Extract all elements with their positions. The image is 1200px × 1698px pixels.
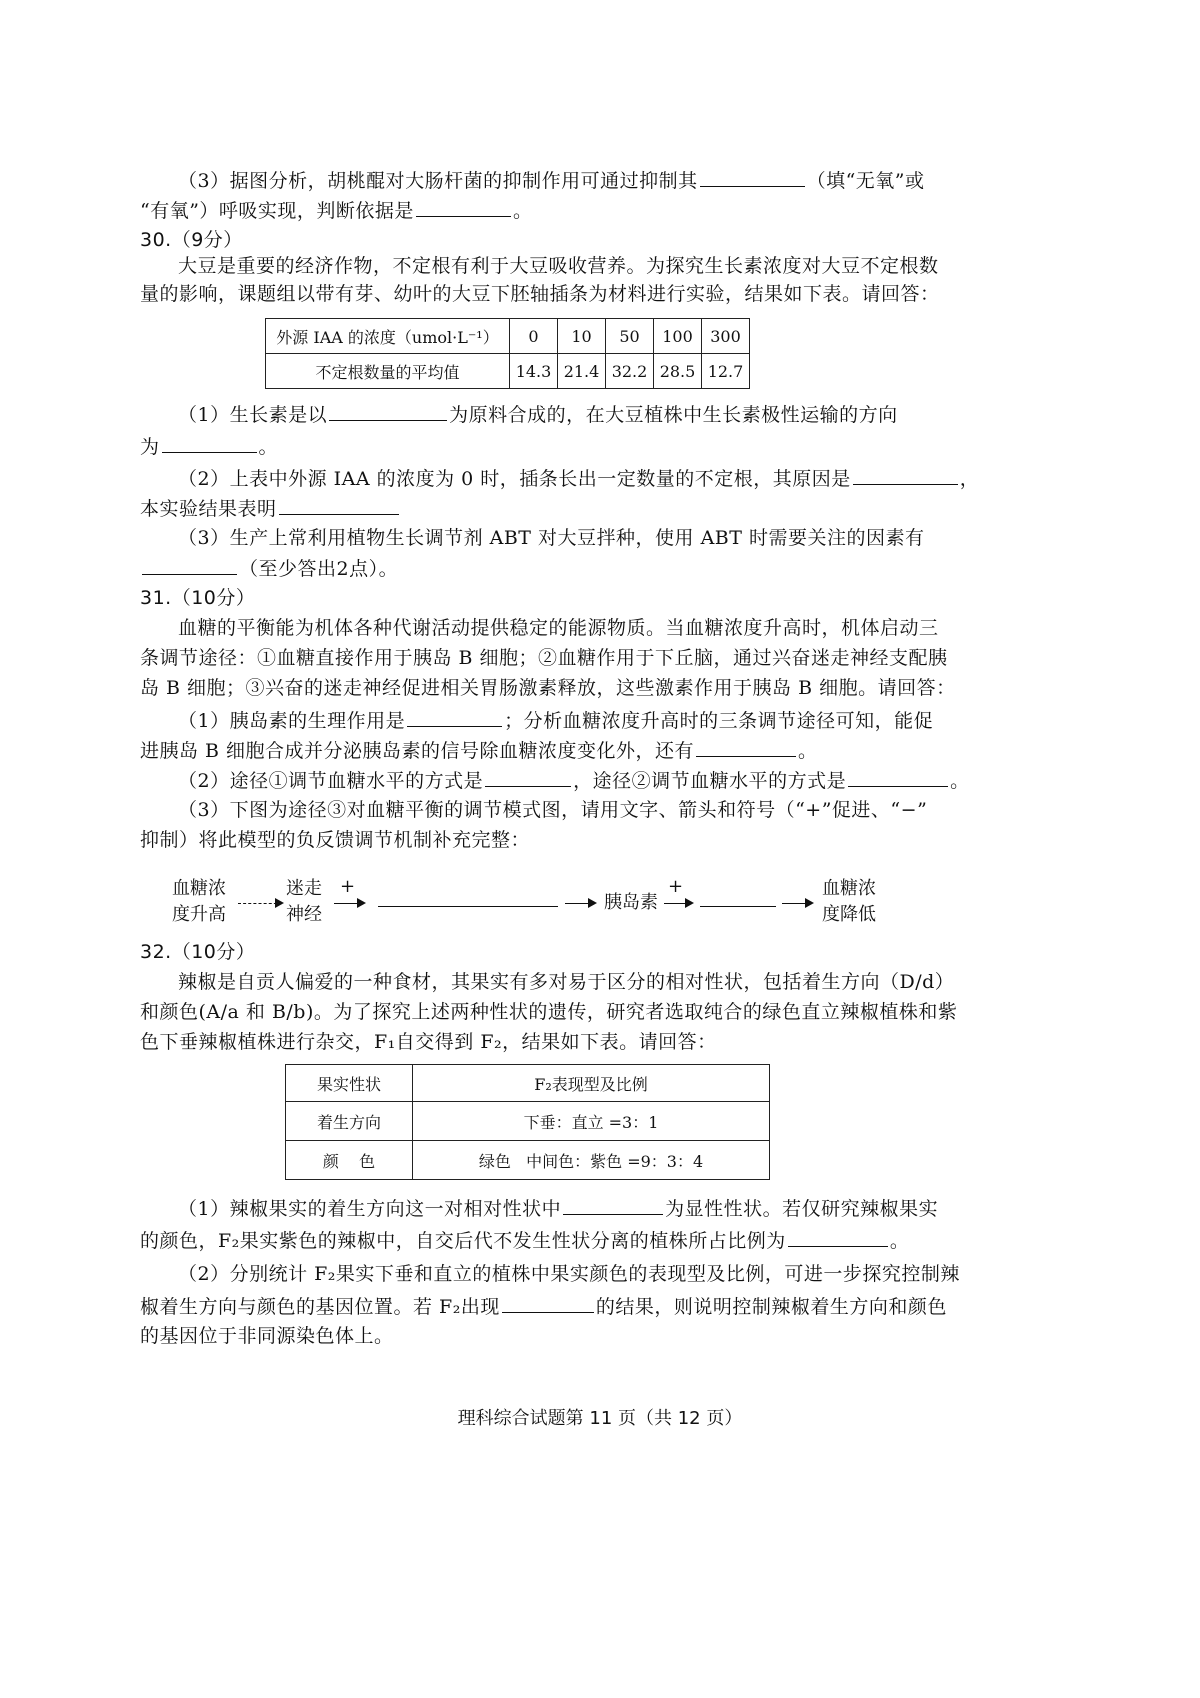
node-blood-glucose-fall: 血糖浓 度降低 <box>822 878 876 925</box>
q32-heading: 32.（10分） <box>140 941 256 963</box>
table-cell: 14.3 <box>510 354 558 389</box>
q32-part2-line2: 椒着生方向与颜色的基因位置。若 F₂出现 的结果，则说明控制辣椒着生方向和颜色 <box>140 1292 947 1321</box>
q31-part1-line2: 进胰岛 B 细胞合成并分泌胰岛素的信号除血糖浓度变化外，还有 。 <box>140 736 818 765</box>
q31-intro-line1: 血糖的平衡能为机体各种代谢活动提供稳定的能源物质。当血糖浓度升高时，机体启动三 <box>178 617 939 639</box>
answer-blank[interactable] <box>853 464 958 485</box>
answer-blank[interactable] <box>700 166 805 187</box>
table-cell: 颜 色 <box>286 1141 413 1180</box>
table-row <box>286 1065 770 1102</box>
answer-blank[interactable] <box>416 196 511 217</box>
q32-intro-line3: 色下垂辣椒植株进行杂交，F₁自交得到 F₂，结果如下表。请回答： <box>140 1031 717 1053</box>
answer-blank[interactable] <box>700 906 776 907</box>
table-cell: 32.2 <box>606 354 654 389</box>
q31-part3-line2: 抑制）将此模型的负反馈调节机制补充完整： <box>140 829 531 851</box>
q31-heading: 31.（10分） <box>140 587 256 609</box>
page-footer: 理科综合试题第 11 页（共 12 页） <box>457 1408 743 1429</box>
answer-blank[interactable] <box>502 1292 594 1313</box>
table-cell: F₂表现型及比例 <box>413 1065 770 1102</box>
table-cell: 不定根数量的平均值 <box>266 354 510 389</box>
q32-intro-line1: 辣椒是自贡人偏爱的一种食材，其果实有多对易于区分的相对性状，包括着生方向（D/d） <box>178 971 955 993</box>
node-blood-glucose-rise: 血糖浓 度升高 <box>172 878 226 925</box>
q30-part2-line1: （2）上表中外源 IAA 的浓度为 0 时，插条长出一定数量的不定根，其原因是 ， <box>178 464 979 493</box>
plus-sign: + <box>668 876 684 897</box>
table-cell: 果实性状 <box>286 1065 413 1102</box>
table-cell: 50 <box>606 319 654 354</box>
table-cell: 0 <box>510 319 558 354</box>
node-vagus-nerve: 迷走 神经 <box>286 878 322 925</box>
table-row <box>286 1141 770 1180</box>
q31-part1-line1: （1）胰岛素的生理作用是 ；分析血糖浓度升高时的三条调节途径可知，能促 <box>178 706 933 735</box>
table-row <box>266 319 750 354</box>
answer-blank[interactable] <box>407 706 502 727</box>
q32-part2-line3: 的基因位于非同源染色体上。 <box>140 1325 394 1347</box>
table-cell: 绿色 中间色：紫色 =9：3：4 <box>413 1141 770 1180</box>
arrow-solid <box>565 903 595 904</box>
q30-part3-line1: （3）生产上常利用植物生长调节剂 ABT 对大豆拌种，使用 ABT 时需要关注的因素有 <box>178 527 925 549</box>
iaa-table <box>265 318 750 389</box>
answer-blank[interactable] <box>563 1194 663 1215</box>
q32-part1-line1: （1）辣椒果实的着生方向这一对相对性状中 为显性性状。若仅研究辣椒果实 <box>178 1194 938 1223</box>
answer-blank[interactable] <box>485 766 571 787</box>
q32-part2-line1: （2）分别统计 F₂果实下垂和直立的植株中果实颜色的表现型及比例，可进一步探究控制辣 <box>178 1263 960 1285</box>
table-cell: 21.4 <box>558 354 606 389</box>
table-row <box>286 1102 770 1141</box>
q30-part3-line2: （至少答出2点）。 <box>140 554 398 583</box>
plus-sign: + <box>340 876 356 897</box>
table-cell: 外源 IAA 的浓度（umol·L⁻¹） <box>266 319 510 354</box>
q29-part3-line1: （3）据图分析，胡桃醌对大肠杆菌的抑制作用可通过抑制其 （填“无氧”或 <box>178 166 925 195</box>
q31-intro-line3: 岛 B 细胞；③兴奋的迷走神经促进相关胃肠激素释放，这些激素作用于胰岛 B 细胞。请回答： <box>140 677 956 699</box>
q31-intro-line2: 条调节途径：①血糖直接作用于胰岛 B 细胞；②血糖作用于下丘脑，通过兴奋迷走神经支配胰 <box>140 647 948 669</box>
q31-part3-line1: （3）下图为途径③对血糖平衡的调节模式图，请用文字、箭头和符号（“+”促进、“−” <box>178 799 928 821</box>
table-cell: 下垂：直立 =3：1 <box>413 1102 770 1141</box>
table-cell: 300 <box>702 319 750 354</box>
q30-part1-line1: （1）生长素是以 为原料合成的，在大豆植株中生长素极性运输的方向 <box>178 400 898 429</box>
q30-intro-line1: 大豆是重要的经济作物，不定根有利于大豆吸收营养。为探究生长素浓度对大豆不定根数 <box>178 255 939 277</box>
answer-blank[interactable] <box>142 554 237 575</box>
q30-heading: 30.（9分） <box>140 229 243 251</box>
q30-part1-line2: 为 。 <box>140 432 278 461</box>
arrow-solid <box>334 903 364 904</box>
arrow-solid <box>664 903 692 904</box>
q32-part1-line2: 的颜色，F₂果实紫色的辣椒中，自交后代不发生性状分离的植株所占比例为 。 <box>140 1226 909 1255</box>
answer-blank[interactable] <box>788 1226 888 1247</box>
arrow-solid <box>782 903 812 904</box>
pepper-table <box>285 1064 770 1180</box>
table-row <box>266 354 750 389</box>
table-cell: 28.5 <box>654 354 702 389</box>
table-cell: 着生方向 <box>286 1102 413 1141</box>
q29-part3-line2: “有氧”）呼吸实现，判断依据是 。 <box>140 196 532 225</box>
table-cell: 12.7 <box>702 354 750 389</box>
node-insulin: 胰岛素 <box>604 892 658 913</box>
answer-blank[interactable] <box>378 906 558 907</box>
answer-blank[interactable] <box>162 432 257 453</box>
q30-part2-line2: 本实验结果表明 <box>140 494 401 523</box>
table-cell: 100 <box>654 319 702 354</box>
q32-intro-line2: 和颜色(A/a 和 B/b)。为了探究上述两种性状的遗传，研究者选取纯合的绿色直立辣椒植株和紫 <box>140 1001 958 1023</box>
q30-intro-line2: 量的影响，课题组以带有芽、幼叶的大豆下胚轴插条为材料进行实验，结果如下表。请回答： <box>140 283 940 305</box>
answer-blank[interactable] <box>696 736 796 757</box>
q31-part2: （2）途径①调节血糖水平的方式是 ，途径②调节血糖水平的方式是 。 <box>178 766 970 795</box>
answer-blank[interactable] <box>279 494 399 515</box>
answer-blank[interactable] <box>848 766 948 787</box>
table-cell: 10 <box>558 319 606 354</box>
answer-blank[interactable] <box>329 400 447 421</box>
arrow-dashed <box>238 903 282 904</box>
